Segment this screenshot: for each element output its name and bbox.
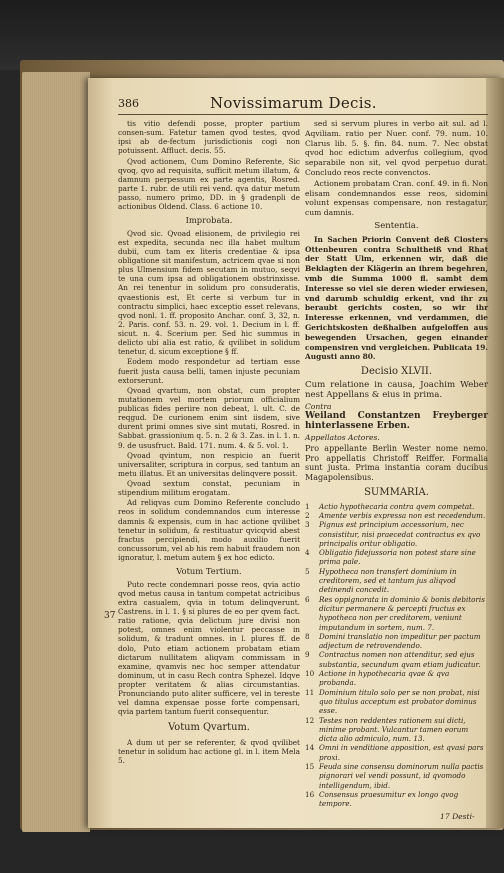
text-paragraph: Qvod actionem, Cum Domino Referente, Sic qvoq, qvo ad requisita, sufficit metum illatum, & damnum perpessum ex parte agentis, Rosred. parte 1. rubr. de utili rei vend. qva datur metum passo, numero primo, DD. in § gradenpli de actionibus Oldend. Class. 6 actione 10.: [118, 156, 300, 212]
summary-number: 12: [305, 715, 315, 725]
summary-number: 14: [305, 743, 315, 753]
text-paragraph: tis vitio defendi posse, propter partium consen-sum. Fatetur tamen qvod testes, qvod ipsi ab de-fectum jurisdictionis cogi non potuissent. Affluct. decis. 55.: [118, 119, 300, 156]
left-text-column: [118, 119, 300, 766]
summary-text: Obligatio fidejussoria non potest stare sine prima pale.: [319, 548, 476, 567]
summary-item: [305, 790, 488, 809]
summary-number: 4: [305, 548, 310, 558]
summary-number: 1: [305, 501, 310, 511]
summary-item: [305, 688, 488, 716]
text-paragraph: Eodem modo respondetur ad tertiam esse fuerit justa causa belli, tamen injuste pecuniam extorserunt.: [118, 357, 300, 385]
text-paragraph: Qvod sic. Qvoad elisionem, de privilegio rei est expedita, secunda nec illa habet multum dubii, cum tam ex literis credentiae & ipsa obligatione sit manifestum, actricem qvae si non plus Ulmensium fidem secutam in mutuo, seqvi te una cum ipsa ad obligationem obstrinxisse. An rei tenentur in solidum pro consuderatis, qvaestionis est, Et certe si verbum tur in contractu simplici, haec exceptio esset relevans, qvod nonl. 1. ff. proposito Anchar. conf. 3, 32, n. 2. Paris. conf. 53. n. 29. vol. 1. Decium in l. ff. sicut. n. 4. Scerium per. Sed hic summus in delicto ubi alia est ratio, & qvilibet in solidum tenetur, d. sicum exceptione § ff.: [118, 228, 300, 357]
summary-item: [305, 511, 488, 520]
summary-item: [305, 669, 488, 688]
summary-text: Pignus est principium accessorium, nec consistitur, nisi praecedat contractus ex qvo principalis oritur obligatio.: [319, 520, 481, 548]
german-sentence-paragraph: In Sachen Priorin Convent deß Closters Ottenbeuren contra Schultheiß vnd Rhat der Statt Ulm, erkennen wir, daß die Beklagten der Klägerin an ihrem begehren, vmb die Summa 1000 fl. sambt dem Interesse so viel sie deren wieder erwiesen, vnd darumb schuldig erkent, vnd ihr zu beraubt gerichts costen, so wir ihr Interesse erkennen, vnd verdammen, die Gerichtskosten deßhalben aufgeloffen aus bewegenden Ursachen, gegen einander compensiren vnd vergleichen. Publicata 19. Augusti anno 80.: [305, 234, 488, 362]
section-heading: Votum Qvartum.: [168, 721, 250, 733]
text-paragraph: Qvoad sextum constat, pecuniam in stipendium militum erogatam.: [118, 479, 300, 498]
header-rule: [118, 114, 488, 115]
summary-item: [305, 595, 488, 632]
text-paragraph: Qvoad qvartum, non obstat, cum propter mutationem vel mortem priorum officialium publicas fides periire non debeat, l. ult. C. de reqgud. De curionem enim sint iisdem, sive durent primi omnes sive sint mutati, Rosred. in Sabbat. grassionium q. 5. n. 2 & 3. Zas. in l. 1. n. 9. de ususfruct. Bald. 171. num. 4. & 5. vol. 1.: [118, 385, 300, 450]
section-heading: Sententia.: [374, 220, 419, 231]
right-text-column: [305, 119, 488, 808]
summary-item: [305, 567, 488, 595]
section-heading: SUMMARIA.: [364, 486, 429, 498]
summary-text: Omni in venditione apposition, est qvasi pars proxi.: [319, 743, 484, 762]
summary-text: Domini translatio non impeditur per pactum adjectum de retrovendendo.: [319, 631, 481, 651]
section-heading: Decisio XLVII.: [360, 366, 433, 378]
summary-text: Actio hypothecaria contra qvem competat.: [319, 501, 475, 511]
summary-item: [305, 743, 488, 762]
section-heading: Improbata.: [185, 215, 233, 226]
formalia-paragraph: Pro appellante Berlin Wester nome nemo. Pro appellatis Christoff Reiffer. Formalia sunt justa. Prima instantia coram ducibus Magapolensibus.: [305, 443, 488, 483]
summary-number: 6: [305, 594, 310, 604]
summary-text: Testes non reddentes rationem sui dicti, minime probant. Vulcantur tamen eorum dicta alio admiculo, num. 13.: [319, 715, 469, 744]
summary-text: Hypotheca non transfert dominium in creditorem, sed et tantum jus aliqvod detinendi concedit.: [319, 566, 457, 595]
summary-number: 16: [305, 789, 315, 799]
summary-number: 3: [305, 520, 310, 530]
summary-text: Res oppignorata in dominio & bonis debitoris dicitur permanere & percepti fructus ex hypotheca non per creditorem, veniunt imputandum in sortem, num. 7.: [319, 594, 485, 632]
book-gutter: [486, 78, 504, 828]
appellatos-label: Appellatos Actores.: [305, 432, 380, 442]
contra-label: Contra: [305, 401, 332, 411]
summary-text: Feuda sine consensu dominorum nulla pactis pignorari vel vendi possunt, id qvomodo intelligendum, ibid.: [319, 762, 484, 790]
margin-note: 37: [104, 611, 116, 621]
text-paragraph: A dum ut per se referenter, & qvod qvilibet tenetur in solidum hac actione gl. in l. item Mela 5.: [118, 737, 300, 766]
summary-number: 10: [305, 669, 315, 679]
summary-item: [305, 632, 488, 651]
section-heading: Votum Tertium.: [176, 566, 242, 577]
text-paragraph: sed si servum plures in verbo ait sul. ad l. Aqviliam. ratio per Nuer. conf. 79. num. 10. Clarus lib. 5. §. fin. 84. num. 7. Nec obstat qvod hoc edictum adverfus collegium, qvod separabile non sit, vel qvod perpetuo durat. Concludo reos recte convenctos.: [305, 119, 488, 177]
summary-text: Contractus nomen non attenditur, sed ejus substantia, secundum qvam etiam judicatur.: [319, 650, 481, 669]
summary-text: Actione in hypothecaria qvae & qva probanda.: [319, 669, 450, 688]
summary-text: Dominium titulo solo per se non probat, nisi quo titulus acceptum est probator dominus esse.: [319, 687, 480, 716]
text-paragraph: Actionem probatam Cran. conf. 49. in fi. Non elisam condemnandos esse reos, sidomini volunt expensas compensare, non restagatur, cum damnis.: [305, 178, 488, 218]
catchword: 17 Desti-: [440, 812, 475, 821]
summary-text: Consensus praesumitur ex longo qvog tempore.: [319, 789, 459, 809]
summary-item: [305, 520, 488, 548]
summary-item: [305, 548, 488, 567]
summary-number: 8: [305, 631, 310, 641]
summary-number: 15: [305, 762, 315, 771]
summary-item: [305, 650, 488, 669]
text-paragraph: Qvoad qvintum, non respicio an fuerit universaliter, scriptura in corpus, sed tantum an metu illatus. Et an universitas delinqvere possit.: [118, 450, 300, 478]
text-paragraph: Puto recte condemnari posse reos, qvia actio qvod metus causa in tantum competat actricibus extra casualem, qvia in totum delinqverunt. Castrens. in l. 1. § si plures de eo per qvem fact. ratio ratione, qvia delictum jure divisi non potest, omnes enim violentur peccasse in solidum, & tradunt omnes. in l. plures ff. de dolo, Puto etiam actionem probatam etiam dictarum nullitatem aliqvam commissam in examine, qvamvis nec hoc semper attendatur dominum, ut in casu Rech contra Sphezel. Idqve propter veritatem & alias circumstantias. Pronunciando puto aliter sufficere, vel in tereste vel damna expensae posse forte compensari, qvia partem tantum fuerit consequentur.: [118, 579, 300, 717]
page-header: [118, 94, 488, 113]
summary-item: [305, 762, 488, 790]
page-stack-edges: [22, 72, 90, 832]
summary-item: [305, 716, 488, 744]
summary-number: 2: [305, 510, 310, 520]
summary-text: Amente verbis expressa non est recedendum.: [319, 510, 486, 520]
summaria-list: [305, 502, 488, 809]
summary-number: 9: [305, 650, 310, 660]
case-relation-line: Cum relatione in causa, Joachim Weber nest Appellans & eius in prima.: [305, 379, 488, 400]
summary-number: 11: [305, 687, 315, 697]
text-paragraph: Ad reliqvas cum Domino Referente concludo reos in solidum condemnandos cum interesse damnis & expensis, cum in hac actione qvilibet tenetur in solidum, & restituatur qvicqvid abest fractus percipiendi, modo auxilio fuerit concussorum, vel ab his rem habuit fraudem non ignoratur, l. metum autem § ex hoc edicto.: [118, 498, 300, 563]
summary-number: 5: [305, 566, 310, 576]
running-title: Novissimarum Decis.: [210, 94, 377, 112]
party-name-heading: Weiland Constantzen Freyberger hinterlassene Erben.: [305, 411, 488, 432]
page-number: 386: [118, 97, 139, 110]
summary-item: [305, 502, 488, 511]
